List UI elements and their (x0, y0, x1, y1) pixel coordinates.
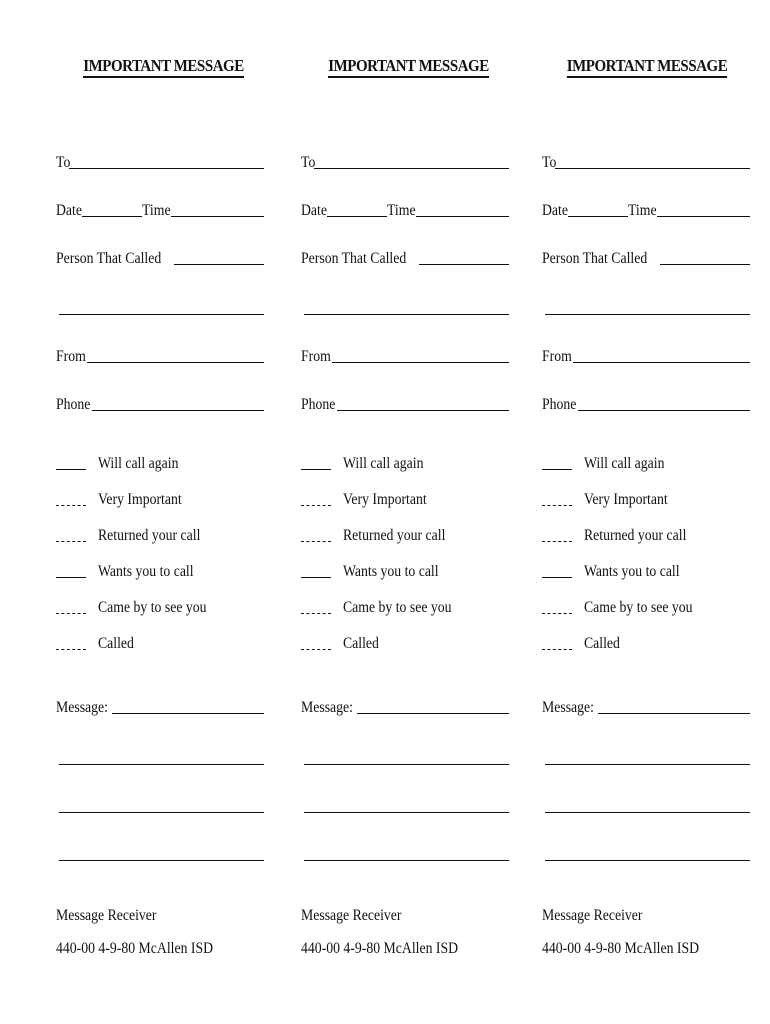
to-line[interactable] (314, 168, 509, 169)
to-line[interactable] (555, 168, 750, 169)
date-time-field[interactable] (56, 198, 264, 220)
to-label: To (56, 154, 71, 171)
check-label: Very Important (584, 491, 668, 508)
time-line[interactable] (657, 216, 750, 217)
from-line[interactable] (332, 362, 509, 363)
message-field[interactable] (56, 695, 264, 717)
check-label: Came by to see you (98, 599, 207, 616)
check-came-by[interactable] (301, 597, 469, 617)
checkbox-blank[interactable] (56, 577, 86, 578)
person-called-label: Person That Called (301, 250, 407, 267)
message-receiver-label: Message Receiver (301, 907, 402, 924)
message-line-3[interactable] (545, 812, 750, 813)
date-line[interactable] (82, 216, 142, 217)
check-came-by[interactable] (542, 597, 710, 617)
check-very-important[interactable] (56, 489, 195, 509)
check-label: Returned your call (98, 527, 201, 544)
person-called-field[interactable] (542, 246, 750, 268)
check-label: Called (98, 635, 134, 652)
to-field[interactable] (56, 150, 264, 172)
time-line[interactable] (171, 216, 264, 217)
phone-label: Phone (542, 396, 577, 413)
from-line[interactable] (87, 362, 264, 363)
checkbox-blank[interactable] (542, 541, 572, 542)
message-line-3[interactable] (304, 812, 509, 813)
person-called-line[interactable] (660, 264, 750, 265)
from-label: From (542, 348, 572, 365)
checkbox-blank[interactable] (301, 613, 331, 614)
check-will-call-again[interactable] (301, 453, 437, 473)
form-title: IMPORTANT MESSAGE (69, 56, 258, 76)
check-label: Very Important (98, 491, 182, 508)
checkbox-blank[interactable] (542, 577, 572, 578)
to-field[interactable] (301, 150, 509, 172)
checkbox-blank[interactable] (301, 505, 331, 506)
check-returned-call[interactable] (301, 525, 462, 545)
check-label: Will call again (584, 455, 665, 472)
check-will-call-again[interactable] (542, 453, 678, 473)
check-will-call-again[interactable] (56, 453, 192, 473)
person-called-label: Person That Called (542, 250, 648, 267)
message-line[interactable] (598, 713, 750, 714)
from-field[interactable] (56, 344, 264, 366)
message-receiver-label: Message Receiver (56, 907, 157, 924)
person-called-label: Person That Called (56, 250, 162, 267)
check-label: Returned your call (584, 527, 687, 544)
check-very-important[interactable] (301, 489, 440, 509)
message-label: Message: (56, 699, 108, 716)
to-field[interactable] (542, 150, 750, 172)
message-slip-3 (542, 0, 752, 1024)
message-line-4[interactable] (545, 860, 750, 861)
person-called-field[interactable] (56, 246, 264, 268)
message-label: Message: (542, 699, 594, 716)
message-slip-2 (301, 0, 516, 1024)
from-field[interactable] (301, 344, 509, 366)
date-time-field[interactable] (542, 198, 750, 220)
message-slip-1 (56, 0, 271, 1024)
checkbox-blank[interactable] (56, 649, 86, 650)
to-line[interactable] (69, 168, 264, 169)
checkbox-blank[interactable] (301, 541, 331, 542)
check-came-by[interactable] (56, 597, 224, 617)
message-line-2[interactable] (59, 764, 264, 765)
form-title: IMPORTANT MESSAGE (555, 56, 740, 76)
person-called-field[interactable] (301, 246, 509, 268)
checkbox-blank[interactable] (542, 505, 572, 506)
phone-line[interactable] (92, 410, 264, 411)
check-label: Very Important (343, 491, 427, 508)
check-label: Wants you to call (98, 563, 194, 580)
from-line[interactable] (573, 362, 750, 363)
person-called-line[interactable] (419, 264, 509, 265)
checkbox-blank[interactable] (56, 541, 86, 542)
person-called-extra-line[interactable] (545, 314, 750, 315)
check-label: Came by to see you (343, 599, 452, 616)
message-label: Message: (301, 699, 353, 716)
phone-line[interactable] (337, 410, 509, 411)
form-code: 440-00 4-9-80 McAllen ISD (56, 940, 214, 957)
date-label: Date (56, 202, 82, 219)
phone-label: Phone (56, 396, 91, 413)
phone-label: Phone (301, 396, 336, 413)
person-called-extra-line[interactable] (304, 314, 509, 315)
check-called[interactable] (301, 633, 385, 653)
person-called-extra-line[interactable] (59, 314, 264, 315)
message-line-2[interactable] (304, 764, 509, 765)
message-line-3[interactable] (59, 812, 264, 813)
check-label: Called (343, 635, 379, 652)
time-label: Time (387, 202, 416, 219)
check-wants-you-to-call[interactable] (542, 561, 695, 581)
check-label: Called (584, 635, 620, 652)
check-returned-call[interactable] (56, 525, 217, 545)
check-label: Returned your call (343, 527, 446, 544)
checkbox-blank[interactable] (542, 613, 572, 614)
from-label: From (301, 348, 331, 365)
from-label: From (56, 348, 86, 365)
check-label: Will call again (343, 455, 424, 472)
checkbox-blank[interactable] (301, 577, 331, 578)
check-wants-you-to-call[interactable] (301, 561, 454, 581)
check-very-important[interactable] (542, 489, 681, 509)
form-title: IMPORTANT MESSAGE (314, 56, 503, 76)
date-time-field[interactable] (301, 198, 509, 220)
phone-line[interactable] (578, 410, 750, 411)
checkbox-blank[interactable] (301, 469, 331, 470)
check-called[interactable] (56, 633, 140, 653)
message-line-4[interactable] (304, 860, 509, 861)
message-line-4[interactable] (59, 860, 264, 861)
to-label: To (301, 154, 316, 171)
checkbox-blank[interactable] (56, 613, 86, 614)
check-label: Came by to see you (584, 599, 693, 616)
message-line[interactable] (357, 713, 509, 714)
time-line[interactable] (416, 216, 509, 217)
date-line[interactable] (568, 216, 628, 217)
phone-field[interactable] (301, 392, 509, 414)
form-code: 440-00 4-9-80 McAllen ISD (542, 940, 700, 957)
check-wants-you-to-call[interactable] (56, 561, 209, 581)
date-label: Date (301, 202, 327, 219)
from-field[interactable] (542, 344, 750, 366)
check-returned-call[interactable] (542, 525, 703, 545)
message-line-2[interactable] (545, 764, 750, 765)
person-called-line[interactable] (174, 264, 264, 265)
message-field[interactable] (301, 695, 509, 717)
checkbox-blank[interactable] (301, 649, 331, 650)
checkbox-blank[interactable] (56, 505, 86, 506)
to-label: To (542, 154, 557, 171)
message-receiver-label: Message Receiver (542, 907, 643, 924)
message-field[interactable] (542, 695, 750, 717)
time-label: Time (628, 202, 657, 219)
message-line[interactable] (112, 713, 264, 714)
phone-field[interactable] (542, 392, 750, 414)
checkbox-blank[interactable] (56, 469, 86, 470)
date-line[interactable] (327, 216, 387, 217)
check-label: Will call again (98, 455, 179, 472)
check-label: Wants you to call (343, 563, 439, 580)
checkbox-blank[interactable] (542, 469, 572, 470)
date-label: Date (542, 202, 568, 219)
check-label: Wants you to call (584, 563, 680, 580)
form-code: 440-00 4-9-80 McAllen ISD (301, 940, 459, 957)
check-called[interactable] (542, 633, 626, 653)
checkbox-blank[interactable] (542, 649, 572, 650)
phone-field[interactable] (56, 392, 264, 414)
time-label: Time (142, 202, 171, 219)
